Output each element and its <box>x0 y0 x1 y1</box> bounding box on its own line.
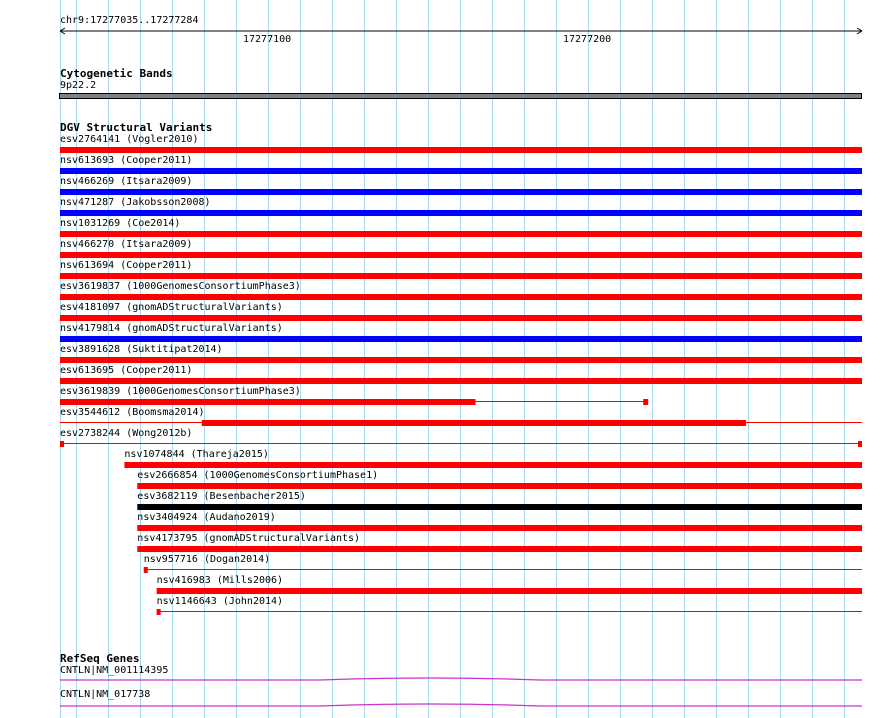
variant-bar <box>60 189 862 195</box>
variant-bar <box>60 441 64 447</box>
variant-bar <box>60 357 862 363</box>
variant-feature[interactable] <box>0 251 890 259</box>
variant-feature[interactable] <box>0 503 890 511</box>
variant-bar <box>137 546 862 552</box>
variant-feature[interactable] <box>0 356 890 364</box>
variant-bar <box>137 504 862 510</box>
variant-bar <box>60 252 862 258</box>
variant-feature[interactable] <box>0 314 890 322</box>
variant-bar <box>157 609 161 615</box>
tick-label-17277200: 17277200 <box>563 34 612 45</box>
refseq-track-title[interactable]: RefSeq Genes <box>60 652 140 665</box>
gene-label[interactable]: CNTLN|NM_001114395 <box>60 665 169 676</box>
variant-bar <box>60 378 862 384</box>
variant-feature[interactable] <box>0 230 890 238</box>
variant-label[interactable]: nsv1146643 (John2014) <box>156 596 284 607</box>
variant-label[interactable]: nsv466270 (Itsara2009) <box>60 239 193 250</box>
variant-label[interactable]: esv3682119 (Besenbacher2015) <box>137 491 306 502</box>
variant-feature[interactable] <box>0 335 890 343</box>
variant-feature[interactable] <box>0 587 890 595</box>
cytobands-track-title[interactable]: Cytogenetic Bands <box>60 67 173 80</box>
variant-label[interactable]: esv3619837 (1000GenomesConsortiumPhase3) <box>60 281 301 292</box>
tick-label-17277100: 17277100 <box>243 34 292 45</box>
variant-feature[interactable] <box>0 419 890 427</box>
variant-label[interactable]: esv613695 (Cooper2011) <box>60 365 193 376</box>
variant-feature[interactable] <box>0 167 890 175</box>
variant-bar <box>144 569 862 570</box>
ruler <box>0 24 890 44</box>
variant-bar <box>144 567 148 573</box>
variant-bar <box>475 401 646 402</box>
variant-label[interactable]: nsv471287 (Jakobsson2008) <box>60 197 211 208</box>
variant-bar <box>157 611 862 612</box>
variant-bar <box>124 462 862 468</box>
variant-feature[interactable] <box>0 608 890 616</box>
dgv-track-title[interactable]: DGV Structural Variants <box>60 121 213 134</box>
variant-label[interactable]: esv2764141 (Vogler2010) <box>60 134 199 145</box>
variant-label[interactable]: nsv466269 (Itsara2009) <box>60 176 193 187</box>
gene-model-line <box>60 704 862 706</box>
refseq-gene-models[interactable] <box>0 670 890 718</box>
variant-feature[interactable] <box>0 398 890 406</box>
variant-label[interactable]: nsv4179814 (gnomADStructuralVariants) <box>60 323 283 334</box>
variant-bar <box>60 443 862 444</box>
variant-label[interactable]: esv4181097 (gnomADStructuralVariants) <box>60 302 283 313</box>
variant-feature[interactable] <box>0 146 890 154</box>
variant-bar <box>60 315 862 321</box>
variant-feature[interactable] <box>0 545 890 553</box>
region-label: chr9:17277035..17277284 <box>60 15 199 26</box>
variant-feature[interactable] <box>0 188 890 196</box>
variant-bar <box>137 525 862 531</box>
variant-bar <box>60 210 862 216</box>
variant-feature[interactable] <box>0 566 890 574</box>
cytoband-bar[interactable] <box>59 93 862 99</box>
variant-label[interactable]: esv2666854 (1000GenomesConsortiumPhase1) <box>137 470 379 481</box>
variant-label[interactable]: nsv1031269 (Coe2014) <box>60 218 181 229</box>
variant-label[interactable]: nsv1074844 (Thareja2015) <box>124 449 269 460</box>
variant-bar <box>60 422 202 423</box>
variant-label[interactable]: nsv3404924 (Audano2019) <box>137 512 276 523</box>
cytoband-label: 9p22.2 <box>60 80 97 91</box>
variant-bar <box>137 483 862 489</box>
variant-feature[interactable] <box>0 440 890 448</box>
variant-label[interactable]: esv2738244 (Wong2012b) <box>60 428 193 439</box>
gene-model-line <box>60 678 862 680</box>
variant-feature[interactable] <box>0 377 890 385</box>
variant-bar <box>202 420 746 426</box>
variant-feature[interactable] <box>0 482 890 490</box>
variant-label[interactable]: nsv4173795 (gnomADStructuralVariants) <box>137 533 361 544</box>
variant-feature[interactable] <box>0 293 890 301</box>
variant-bar <box>60 336 862 342</box>
variant-label[interactable]: nsv957716 (Dogan2014) <box>143 554 271 565</box>
variant-feature[interactable] <box>0 272 890 280</box>
variant-label[interactable]: nsv416983 (Mills2006) <box>156 575 284 586</box>
variant-bar <box>60 294 862 300</box>
variant-bar <box>746 422 862 423</box>
variant-label[interactable]: esv3891628 (Suktitipat2014) <box>60 344 223 355</box>
variant-bar <box>643 399 648 405</box>
variant-feature[interactable] <box>0 524 890 532</box>
variant-label[interactable]: esv3619839 (1000GenomesConsortiumPhase3) <box>60 386 301 397</box>
variant-label[interactable]: nsv613693 (Cooper2011) <box>60 155 193 166</box>
variant-bar <box>60 231 862 237</box>
variant-bar <box>60 273 862 279</box>
gene-label[interactable]: CNTLN|NM_017738 <box>60 689 151 700</box>
variant-label[interactable]: esv3544612 (Boomsma2014) <box>60 407 205 418</box>
variant-bar <box>157 588 862 594</box>
variant-bar <box>60 399 475 405</box>
variant-feature[interactable] <box>0 461 890 469</box>
variant-feature[interactable] <box>0 209 890 217</box>
variant-label[interactable]: nsv613694 (Cooper2011) <box>60 260 193 271</box>
variant-bar <box>60 168 862 174</box>
variant-bar <box>60 147 862 153</box>
variant-bar <box>858 441 862 447</box>
